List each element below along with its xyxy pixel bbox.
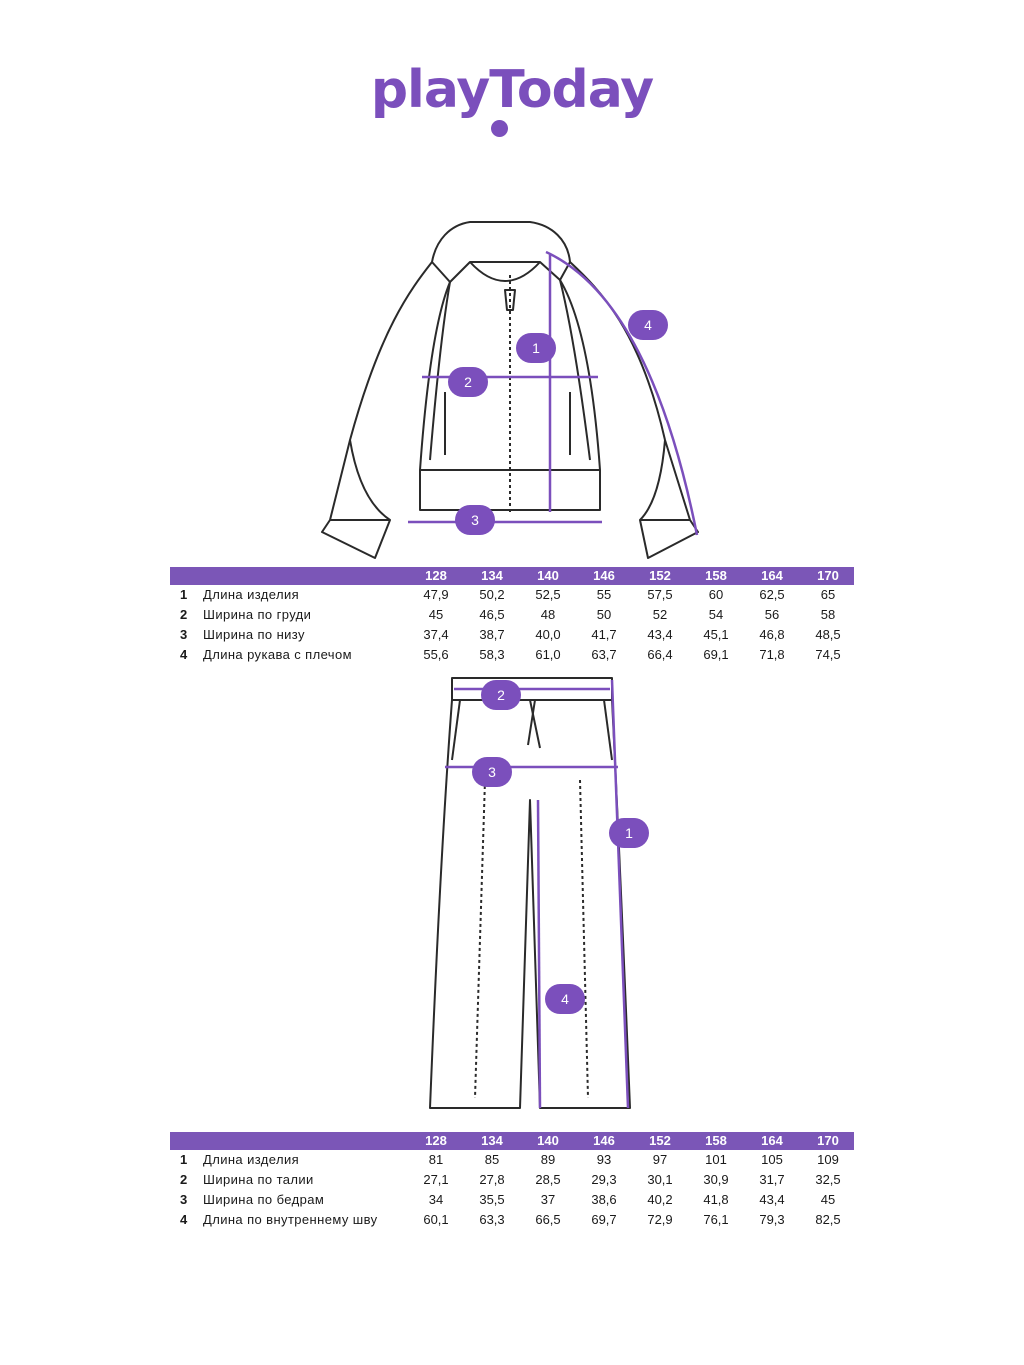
measurement-number: 3	[180, 627, 188, 642]
measurement-label: Длина изделия	[203, 587, 300, 602]
brand-logo-dot	[491, 120, 508, 137]
measurement-number: 2	[180, 607, 188, 622]
measurement-label: Длина по внутреннему шву	[203, 1212, 378, 1227]
measurement-value: 41,8	[703, 1192, 729, 1207]
measurement-value: 48	[540, 607, 556, 622]
measurement-value: 27,1	[423, 1172, 449, 1187]
measurement-value: 62,5	[759, 587, 785, 602]
measurement-value: 37,4	[423, 627, 449, 642]
measurement-value: 61,0	[535, 647, 561, 662]
measurement-value: 46,5	[479, 607, 505, 622]
measurement-value: 109	[817, 1152, 839, 1167]
measurement-value: 93	[596, 1152, 612, 1167]
measurement-value: 34	[428, 1192, 444, 1207]
jacket-marker-4: 4	[628, 310, 668, 340]
size-header-cell: 158	[705, 568, 727, 583]
size-header-cell: 164	[761, 1133, 783, 1148]
measurement-value: 37	[540, 1192, 556, 1207]
size-header-cell: 158	[705, 1133, 727, 1148]
measurement-row	[170, 605, 854, 625]
jacket-size-table	[170, 567, 854, 665]
pants-marker-2: 2	[481, 680, 521, 710]
pants-marker-1: 1	[609, 818, 649, 848]
measurement-value: 48,5	[815, 627, 841, 642]
size-header-cell: 170	[817, 568, 839, 583]
measurement-value: 101	[705, 1152, 727, 1167]
measurement-value: 41,7	[591, 627, 617, 642]
measurement-value: 97	[652, 1152, 668, 1167]
measurement-value: 28,5	[535, 1172, 561, 1187]
measurement-value: 43,4	[759, 1192, 785, 1207]
measurement-number: 2	[180, 1172, 188, 1187]
measurement-value: 30,1	[647, 1172, 673, 1187]
measurement-value: 30,9	[703, 1172, 729, 1187]
measurement-row	[170, 1210, 854, 1230]
measurement-value: 60	[708, 587, 724, 602]
measurement-value: 82,5	[815, 1212, 841, 1227]
measurement-value: 50,2	[479, 587, 505, 602]
measurement-label: Длина рукава с плечом	[203, 647, 352, 662]
measurement-value: 52,5	[535, 587, 561, 602]
pants-marker-3: 3	[472, 757, 512, 787]
measurement-value: 29,3	[591, 1172, 617, 1187]
size-header-cell: 152	[649, 1133, 671, 1148]
measurement-value: 69,1	[703, 647, 729, 662]
measurement-value: 72,9	[647, 1212, 673, 1227]
pants-marker-4: 4	[545, 984, 585, 1014]
measurement-value: 40,0	[535, 627, 561, 642]
measurement-value: 63,3	[479, 1212, 505, 1227]
measurement-value: 32,5	[815, 1172, 841, 1187]
measurement-row	[170, 645, 854, 665]
size-header-cell: 146	[593, 568, 615, 583]
jacket-drawing	[0, 210, 1024, 570]
measurement-number: 1	[180, 1152, 188, 1167]
measurement-value: 58	[820, 607, 836, 622]
measurement-row	[170, 625, 854, 645]
measurement-value: 66,5	[535, 1212, 561, 1227]
measurement-value: 35,5	[479, 1192, 505, 1207]
measurement-value: 43,4	[647, 627, 673, 642]
measurement-row	[170, 1190, 854, 1210]
jacket-marker-3: 3	[455, 505, 495, 535]
measurement-value: 60,1	[423, 1212, 449, 1227]
measurement-value: 79,3	[759, 1212, 785, 1227]
measurement-value: 63,7	[591, 647, 617, 662]
measurement-value: 38,6	[591, 1192, 617, 1207]
measurement-label: Ширина по груди	[203, 607, 312, 622]
measurement-value: 55	[596, 587, 612, 602]
pants-drawing	[0, 670, 1024, 1130]
measurement-value: 45	[820, 1192, 836, 1207]
measurement-value: 45	[428, 607, 444, 622]
measurement-value: 65	[820, 587, 836, 602]
measurement-value: 74,5	[815, 647, 841, 662]
size-header-cell: 128	[425, 1133, 447, 1148]
measurement-value: 50	[596, 607, 612, 622]
measurement-value: 66,4	[647, 647, 673, 662]
measurement-value: 85	[484, 1152, 500, 1167]
measurement-value: 46,8	[759, 627, 785, 642]
size-header-cell: 164	[761, 568, 783, 583]
measurement-value: 56	[764, 607, 780, 622]
measurement-number: 1	[180, 587, 188, 602]
measurement-value: 71,8	[759, 647, 785, 662]
jacket-marker-1: 1	[516, 333, 556, 363]
measurement-row	[170, 585, 854, 605]
measurement-value: 76,1	[703, 1212, 729, 1227]
measurement-value: 40,2	[647, 1192, 673, 1207]
measurement-value: 52	[652, 607, 668, 622]
measurement-row	[170, 1170, 854, 1190]
size-header-cell: 140	[537, 1133, 559, 1148]
measurement-number: 4	[180, 1212, 188, 1227]
measurement-value: 81	[428, 1152, 444, 1167]
size-header-cell: 170	[817, 1133, 839, 1148]
size-header-row	[170, 1132, 854, 1150]
brand-logo-text: playToday	[370, 60, 654, 120]
measurement-label: Ширина по талии	[203, 1172, 314, 1187]
size-header-row	[170, 567, 854, 585]
measurement-value: 47,9	[423, 587, 449, 602]
measurement-value: 57,5	[647, 587, 673, 602]
size-header-cell: 128	[425, 568, 447, 583]
pants-size-table	[170, 1132, 854, 1230]
measurement-label: Длина изделия	[203, 1152, 300, 1167]
measurement-value: 27,8	[479, 1172, 505, 1187]
measurement-value: 55,6	[423, 647, 449, 662]
measurement-value: 45,1	[703, 627, 729, 642]
brand-logo	[0, 60, 1024, 150]
measurement-number: 3	[180, 1192, 188, 1207]
size-header-cell: 134	[481, 1133, 503, 1148]
measurement-number: 4	[180, 647, 188, 662]
measurement-value: 69,7	[591, 1212, 617, 1227]
measurement-value: 54	[708, 607, 724, 622]
measurement-value: 89	[540, 1152, 556, 1167]
measurement-value: 58,3	[479, 647, 505, 662]
size-header-cell: 134	[481, 568, 503, 583]
size-header-cell: 140	[537, 568, 559, 583]
measurement-value: 105	[761, 1152, 783, 1167]
size-header-cell: 146	[593, 1133, 615, 1148]
measurement-row	[170, 1150, 854, 1170]
measurement-label: Ширина по бедрам	[203, 1192, 325, 1207]
measurement-value: 38,7	[479, 627, 505, 642]
measurement-value: 31,7	[759, 1172, 785, 1187]
jacket-marker-2: 2	[448, 367, 488, 397]
measurement-label: Ширина по низу	[203, 627, 305, 642]
size-header-cell: 152	[649, 568, 671, 583]
